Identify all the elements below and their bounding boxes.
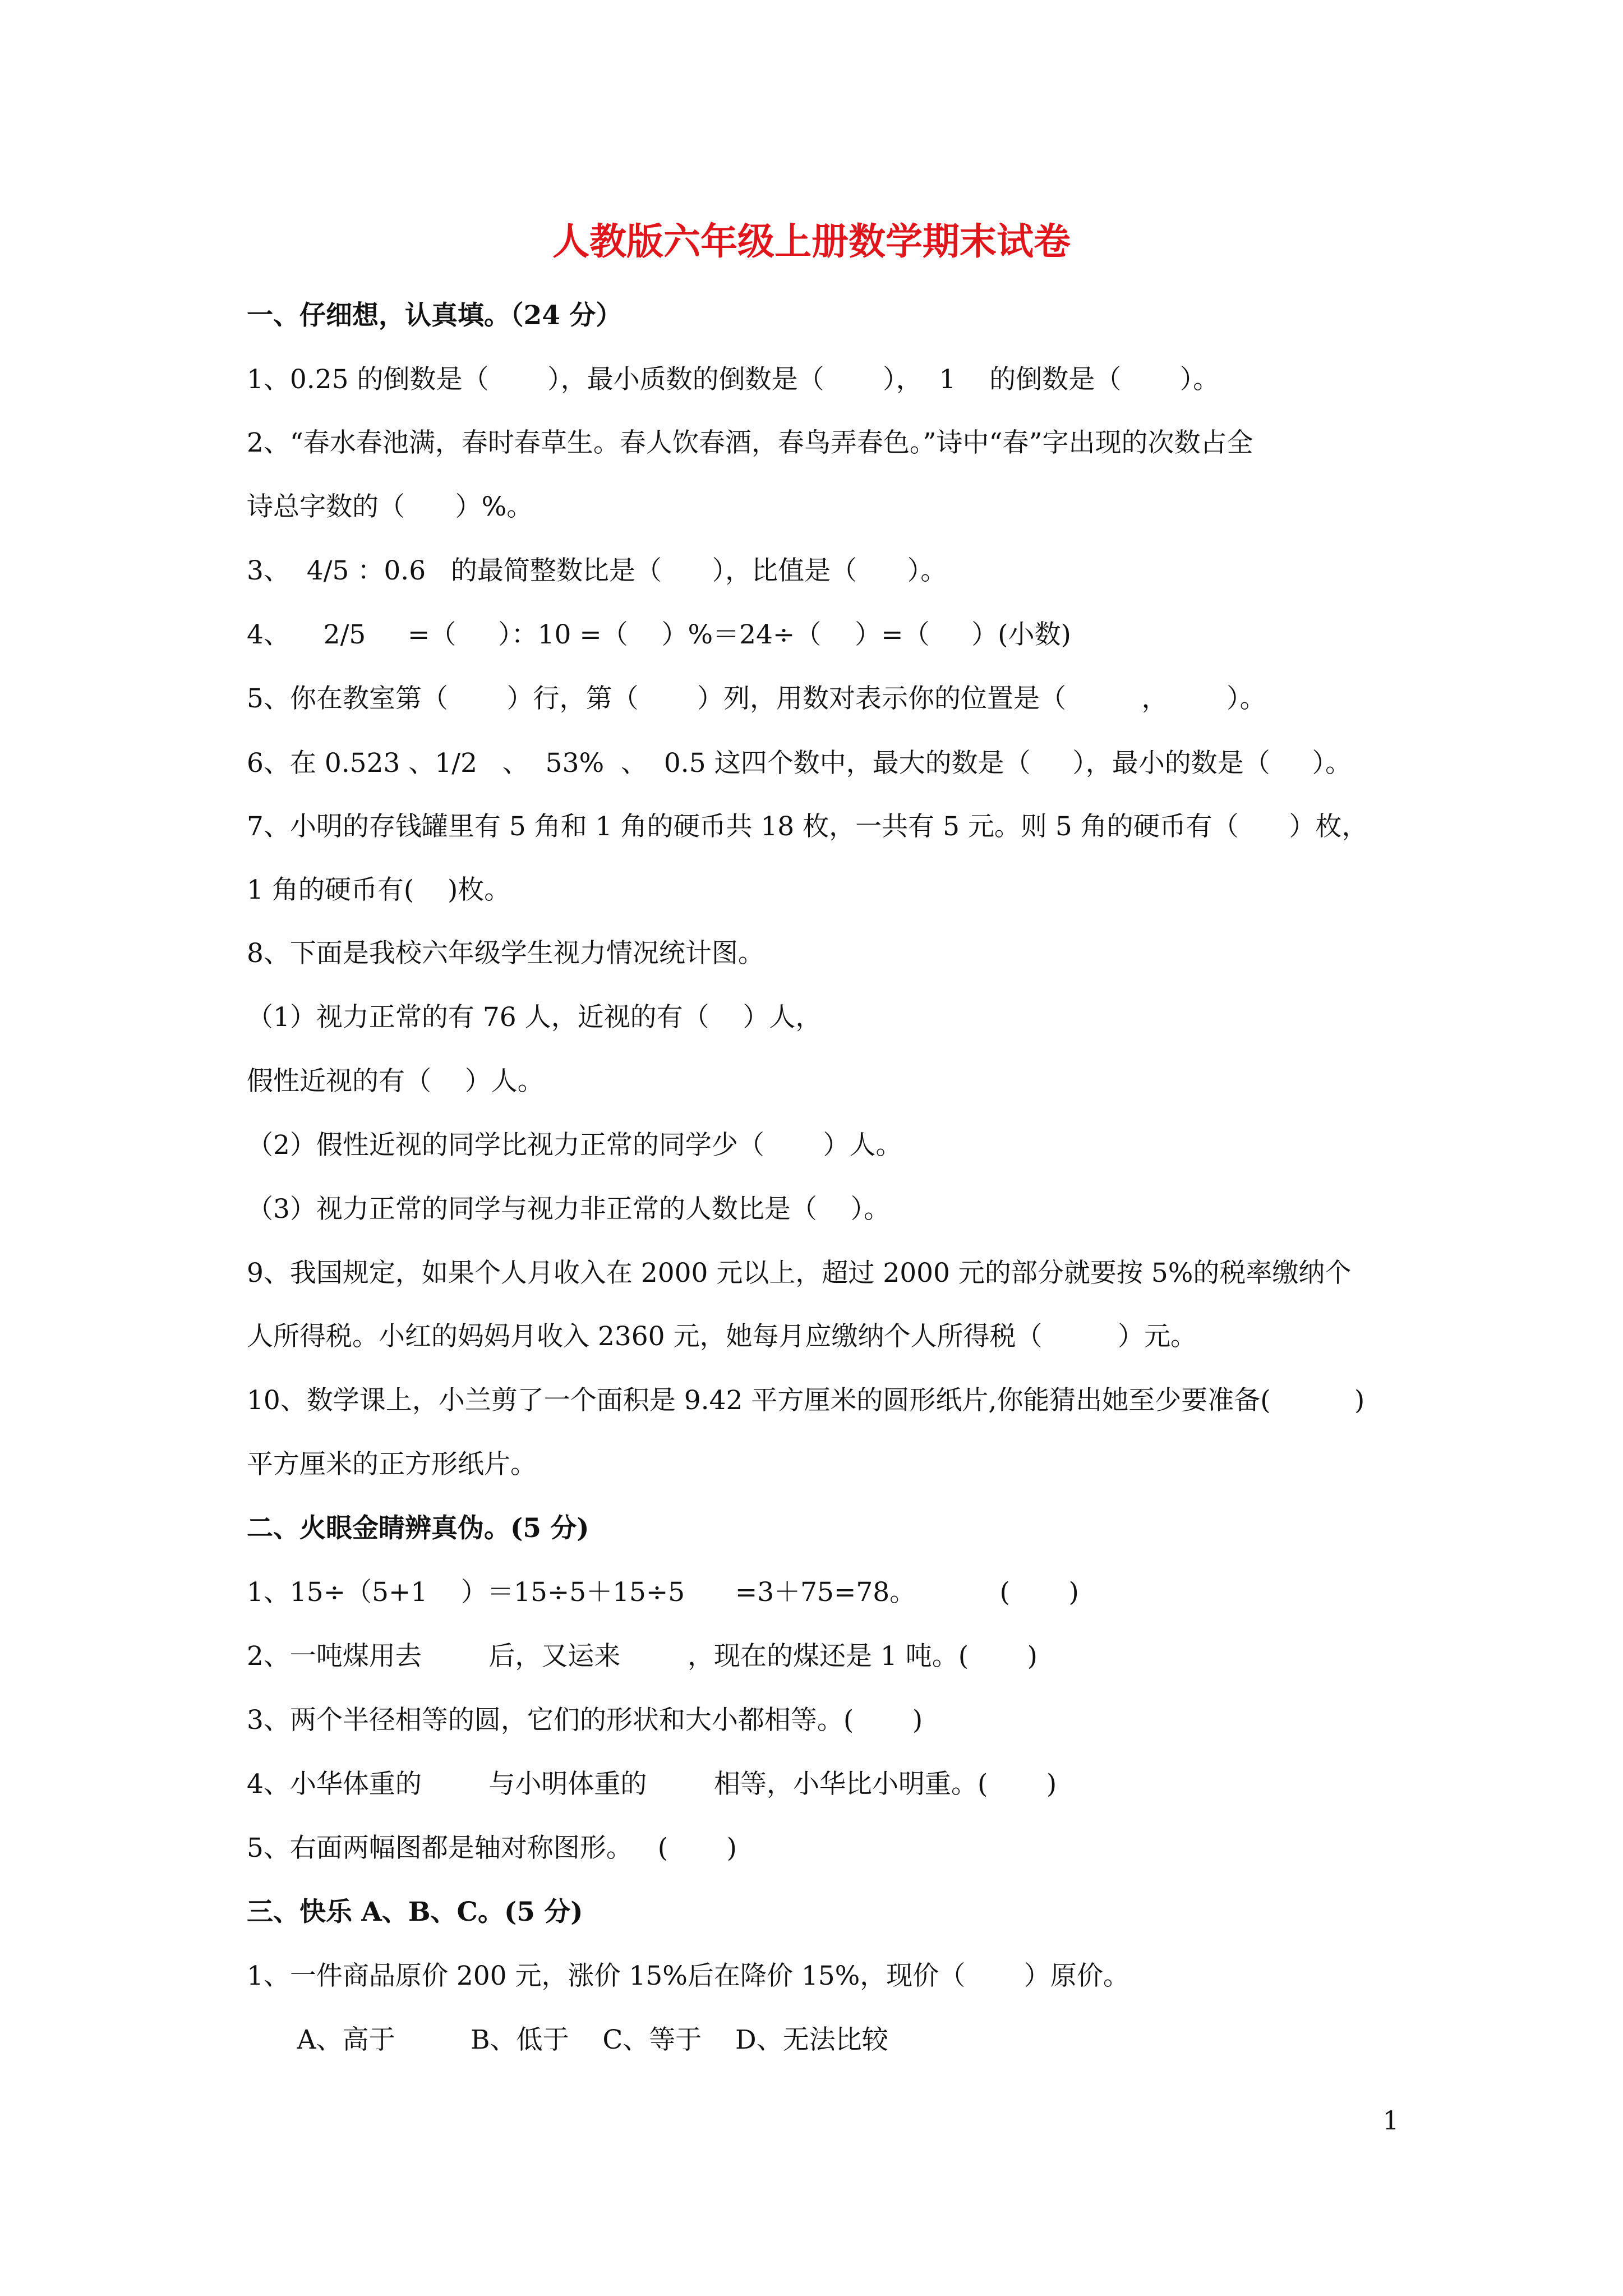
question-line: 4、 2/5 =（ ）：10 =（ ）%＝24÷（ ）=（ ）(小数) (247, 619, 1071, 650)
question-line: 9、我国规定，如果个人月收入在 2000 元以上，超过 2000 元的部分就要按 5%的税率缴纳个 (247, 1258, 1352, 1289)
question-line: 假性近视的有（ ）人。 (247, 1066, 544, 1097)
question-line: 1 角的硬币有( )枚。 (247, 875, 511, 905)
question-line: 平方厘米的正方形纸片。 (247, 1449, 537, 1480)
document-title: 人教版六年级上册数学期末试卷 (552, 219, 1071, 263)
question-line: 5、右面两幅图都是轴对称图形。 ( ) (247, 1833, 737, 1864)
question-line: （2）假性近视的同学比视力正常的同学少（ ）人。 (247, 1130, 902, 1161)
page-number: 1 (1382, 2105, 1399, 2136)
question-line: 诗总字数的（ ）%。 (247, 491, 533, 522)
question-line: 人所得税。小红的妈妈月收入 2360 元，她每月应缴纳个人所得税（ ）元。 (247, 1321, 1197, 1352)
question-line: （3）视力正常的同学与视力非正常的人数比是（ ）。 (247, 1194, 891, 1225)
question-line: 7、小明的存钱罐里有 5 角和 1 角的硬币共 18 枚，一共有 5 元。则 5 角的硬币有（ ）枚， (247, 811, 1368, 842)
question-line: 3、 4/5 ：0.6 的最简整数比是（ ），比值是（ ）。 (247, 555, 947, 586)
question-line: 5、你在教室第（ ）行，第（ ）列，用数对表示你的位置是（ ， ）。 (247, 683, 1266, 714)
question-line: （1）视力正常的有 76 人，近视的有（ ）人， (247, 1002, 822, 1033)
question-line: 2、一吨煤用去 后，又运来 ，现在的煤还是 1 吨。( ) (247, 1641, 1038, 1672)
question-line: 1、一件商品原价 200 元，涨价 15%后在降价 15%，现价（ ）原价。 (247, 1961, 1129, 1991)
question-line: 4、小华体重的 与小明体重的 相等，小华比小明重。( ) (247, 1769, 1057, 1800)
answer-options: A、高于 B、低于 C、等于 D、无法比较 (247, 2024, 888, 2055)
question-line: 3、两个半径相等的圆，它们的形状和大小都相等。( ) (247, 1705, 923, 1736)
section-heading-3: 三、快乐 A、B、C。(5 分) (247, 1897, 583, 1927)
section-heading-2: 二、火眼金睛辨真伪。(5 分) (247, 1513, 589, 1544)
question-line: 2、“春水春池满，春时春草生。春人饮春酒，春鸟弄春色。”诗中“春”字出现的次数占全 (247, 427, 1253, 458)
section-heading-1: 一、仔细想，认真填。（24 分） (247, 300, 623, 331)
question-line: 8、下面是我校六年级学生视力情况统计图。 (247, 938, 764, 969)
question-line: 1、0.25 的倒数是（ ），最小质数的倒数是（ ）， 1 的倒数是（ ）。 (247, 364, 1220, 395)
question-line: 10、数学课上，小兰剪了一个面积是 9.42 平方厘米的圆形纸片,你能猜出她至少要准备( ) (247, 1385, 1365, 1416)
question-line: 1、15÷（5+1 ）＝15÷5＋15÷5 =3＋75=78。 ( ) (247, 1577, 1079, 1608)
question-line: 6、在 0.523 、1/2 、 53% 、 0.5 这四个数中，最大的数是（ ），最小的数是（ ）。 (247, 748, 1352, 779)
